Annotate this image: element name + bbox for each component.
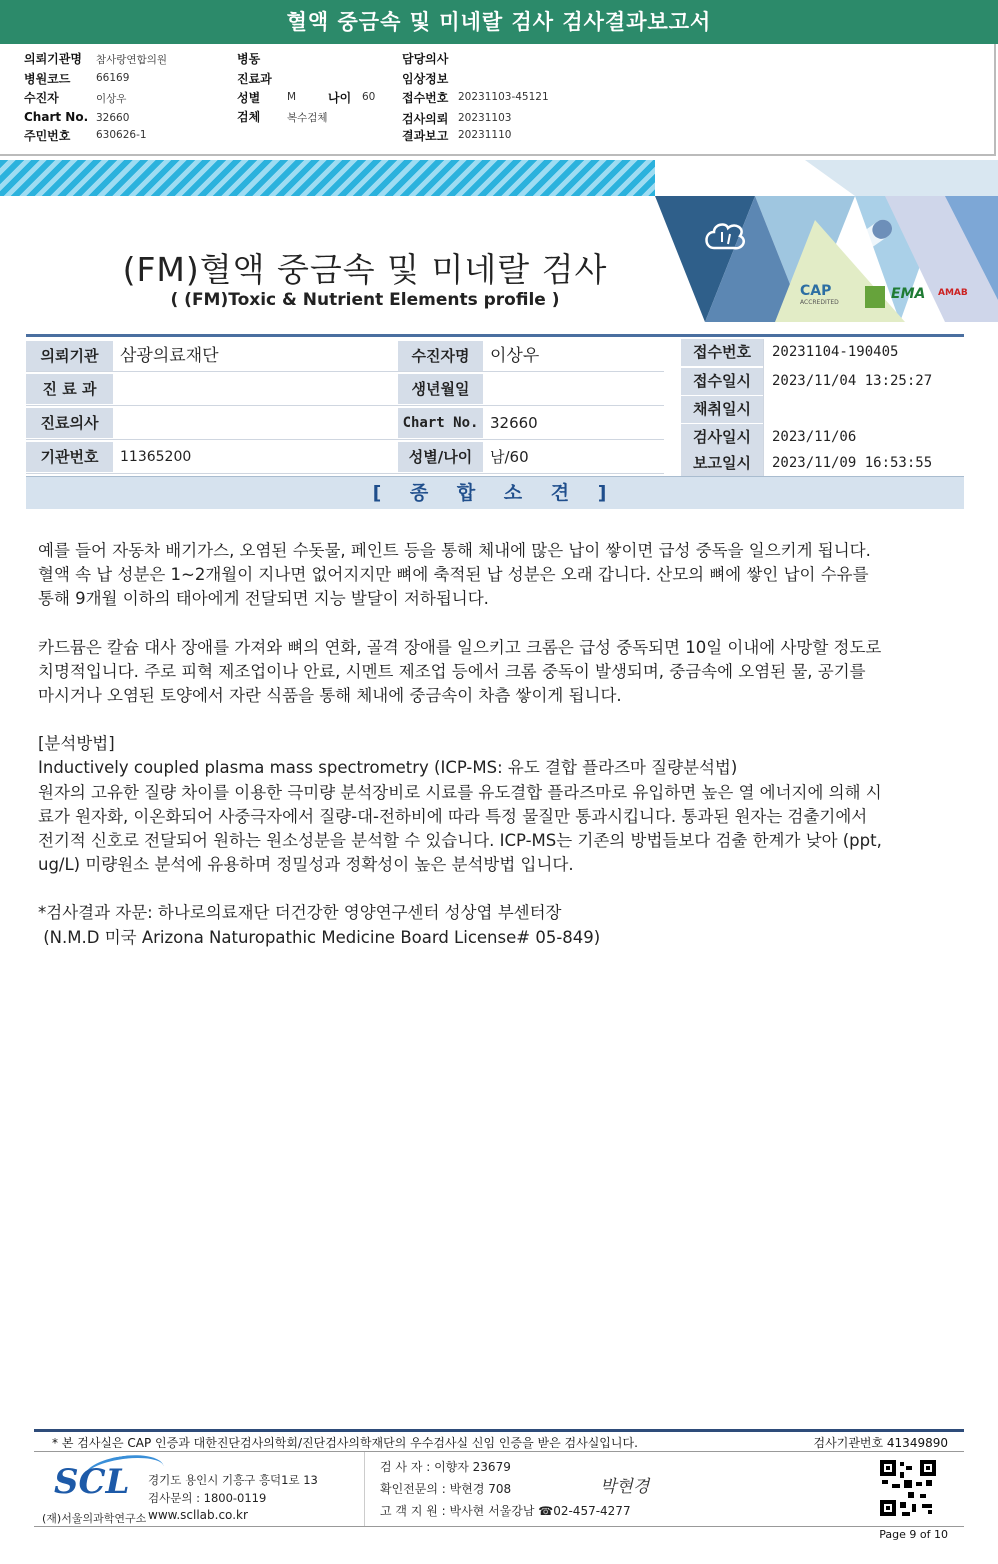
cell-label: 생년월일 xyxy=(398,374,483,404)
tester-info: 검 사 자 : 이향자 23679 xyxy=(380,1460,511,1474)
report-banner-title: 혈액 중금속 및 미네랄 검사 검사결과보고서 xyxy=(0,0,998,44)
header-value: 20231103-45121 xyxy=(458,91,549,103)
cell-value: 남/60 xyxy=(490,448,529,466)
cell-label: 성별/나이 xyxy=(398,442,483,472)
cell-value: 11365200 xyxy=(120,449,192,465)
qr-code-icon[interactable] xyxy=(880,1460,936,1516)
patient-info-table xyxy=(26,334,964,476)
table-row xyxy=(26,407,664,440)
method-title: [분석방법] xyxy=(38,734,115,754)
header-value: 66169 xyxy=(96,72,130,84)
table-row xyxy=(26,373,664,406)
paragraph-cadmium-chromium: 카드뮴은 칼슘 대사 장애를 가져와 뼈의 연화, 골격 장애를 일으키고 크롬은 급성 중독되면 10일 이내에 사망할 정도로 치명적입니다. 주로 피혁 제조업이나 안료, 시멘트 제조업 등에서 크롬 중독이 발생되며, 중금속에 오염된 물, 공기를 마시거나 오염된 토양에서 자란 식품을 통해 체내에 중금속이 차츰 쌓이게 됩니다. xyxy=(38,637,882,706)
cell-label: Chart No. xyxy=(398,408,483,438)
cell-value: 2023/11/04 13:25:27 xyxy=(772,373,933,389)
support-info: 고 객 지 원 : 박사현 서울강남 ☎02-457-4277 xyxy=(380,1504,631,1518)
cell-label: 진 료 과 xyxy=(26,374,113,404)
cell-label: 진료의사 xyxy=(26,408,113,438)
page-number: Page 9 of 10 xyxy=(879,1528,948,1541)
cap-logo: CAP ACCREDITED xyxy=(800,283,839,306)
cell-label: 수진자명 xyxy=(398,341,483,371)
cell-value: 32660 xyxy=(490,414,538,432)
reviewer-signature: 박현경 xyxy=(600,1477,650,1497)
cell-value: 2023/11/06 xyxy=(772,429,857,445)
footer-bottom-line xyxy=(34,1526,964,1527)
method-name: Inductively coupled plasma mass spectrometry (ICP-MS: 유도 결합 플라즈마 질량분석법) xyxy=(38,758,738,778)
header-value: 복수검체 xyxy=(287,112,328,124)
cell-label: 접수일시 xyxy=(681,368,763,395)
table-row xyxy=(26,441,664,474)
capsule-icon xyxy=(850,214,898,256)
advisor-license: (N.M.D 미국 Arizona Naturopathic Medicine Board License# 05-849) xyxy=(38,927,601,947)
header-label: 결과보고 xyxy=(402,129,449,143)
advisor-line: *검사결과 자문: 하나로의료재단 더건강한 영양연구센터 성상엽 부센터장 xyxy=(38,903,562,923)
reviewer-info: 확인전문의 : 박현경 708 xyxy=(380,1482,512,1496)
header-label: 진료과 xyxy=(237,72,272,86)
lab-phone: 검사문의 : 1800-0119 xyxy=(148,1491,267,1505)
header-label: 나이 xyxy=(328,91,352,105)
header-value: M xyxy=(287,91,297,103)
report-footer xyxy=(34,1429,964,1547)
footer-divider xyxy=(34,1451,964,1452)
header-label: 주민번호 xyxy=(24,129,71,143)
header-label: Chart No. xyxy=(24,110,89,124)
amab-logo: AMAB xyxy=(938,288,968,298)
header-value: 630626-1 xyxy=(96,129,147,141)
header-label: 병동 xyxy=(237,52,261,66)
table-row xyxy=(26,339,664,372)
cell-label: 기관번호 xyxy=(26,442,113,472)
paragraph-lead: 예를 들어 자동차 배기가스, 오염된 수돗물, 페인트 등을 통해 체내에 많은 납이 쌓이면 급성 중독을 일으키게 됩니다. 혈액 속 납 성분은 1~2개월이 지나면 없어지지만 뼈에 축적된 납 성분은 오래 갑니다. 산모의 뼈에 쌓인 납이 수유를 통해 9개월 이하의 태아에게 전달되면 지능 발달이 저하됩니다. xyxy=(38,541,871,609)
page-title: (FM)혈액 중금속 및 미네랄 검사 xyxy=(122,250,608,289)
header-value: 20231103 xyxy=(458,112,512,124)
page-subtitle: ( (FM)Toxic & Nutrient Elements profile ) xyxy=(170,290,560,310)
cell-value: 2023/11/09 16:53:55 xyxy=(772,455,933,471)
summary-section-title: [ 종 합 소 견 ] xyxy=(26,476,964,509)
header-value: 60 xyxy=(362,91,376,103)
header-label: 담당의사 xyxy=(402,52,449,66)
header-label: 접수번호 xyxy=(402,91,449,105)
scl-logo: SCL xyxy=(54,1462,130,1502)
header-label: 병원코드 xyxy=(24,72,71,86)
header-label: 검체 xyxy=(237,110,261,124)
report-header-info xyxy=(0,44,996,156)
accreditation-note: * 본 검사실은 CAP 인증과 대한진단검사의학회/진단검사의학재단의 우수검사실 신임 인증을 받은 검사실입니다. xyxy=(52,1436,638,1450)
cell-label: 접수번호 xyxy=(681,339,763,366)
header-value: 이상우 xyxy=(96,93,127,105)
cell-label: 의뢰기관 xyxy=(26,341,113,371)
header-label: 검사의뢰 xyxy=(402,112,449,126)
institution-number: 검사기관번호 41349890 xyxy=(813,1436,948,1450)
cell-label: 검사일시 xyxy=(681,424,763,451)
header-label: 임상정보 xyxy=(402,72,449,86)
header-value: 32660 xyxy=(96,112,130,124)
lab-website[interactable]: www.scllab.co.kr xyxy=(148,1508,248,1522)
header-label: 수진자 xyxy=(24,91,59,105)
right-block-divider xyxy=(763,339,964,477)
lab-address: 경기도 용인시 기흥구 흥덕1로 13 xyxy=(148,1473,318,1487)
header-label: 성별 xyxy=(237,91,261,105)
cell-value: 20231104-190405 xyxy=(772,344,899,360)
cell-label: 채취일시 xyxy=(681,396,763,423)
lab-name: (재)서울의과학연구소 xyxy=(42,1512,147,1525)
cell-label: 보고일시 xyxy=(681,450,763,477)
method-description: 원자의 고유한 질량 차이를 이용한 극미량 분석장비로 시료를 유도결합 플라즈마로 유입하면 높은 열 에너지에 의해 시료가 원자화, 이온화되어 사중극자에서 질량-대-전하비에 따라 특정 물질만 통과시킵니다. 통과된 원자는 검출기에서 전기적 신호로 전달되어 원하는 원소성분을 분석할 수 있습니다. ICP-MS는 기존의 방법들보다 검출 한계가 낮아 (ppt, ug/L) 미량원소 분석에 유용하며 정밀성과 정확성이 높은 분석방법 입니다. xyxy=(38,782,882,875)
header-value: 20231110 xyxy=(458,129,512,141)
cell-value: 삼광의료재단 xyxy=(120,346,219,366)
footer-vertical-divider xyxy=(364,1452,365,1526)
cell-value: 이상우 xyxy=(490,346,540,366)
summary-body xyxy=(38,539,884,950)
header-label: 의뢰기관명 xyxy=(24,52,82,66)
header-value: 참사랑연합의원 xyxy=(96,54,168,66)
lm-logo xyxy=(865,286,885,308)
ema-logo: EMA xyxy=(891,286,926,302)
